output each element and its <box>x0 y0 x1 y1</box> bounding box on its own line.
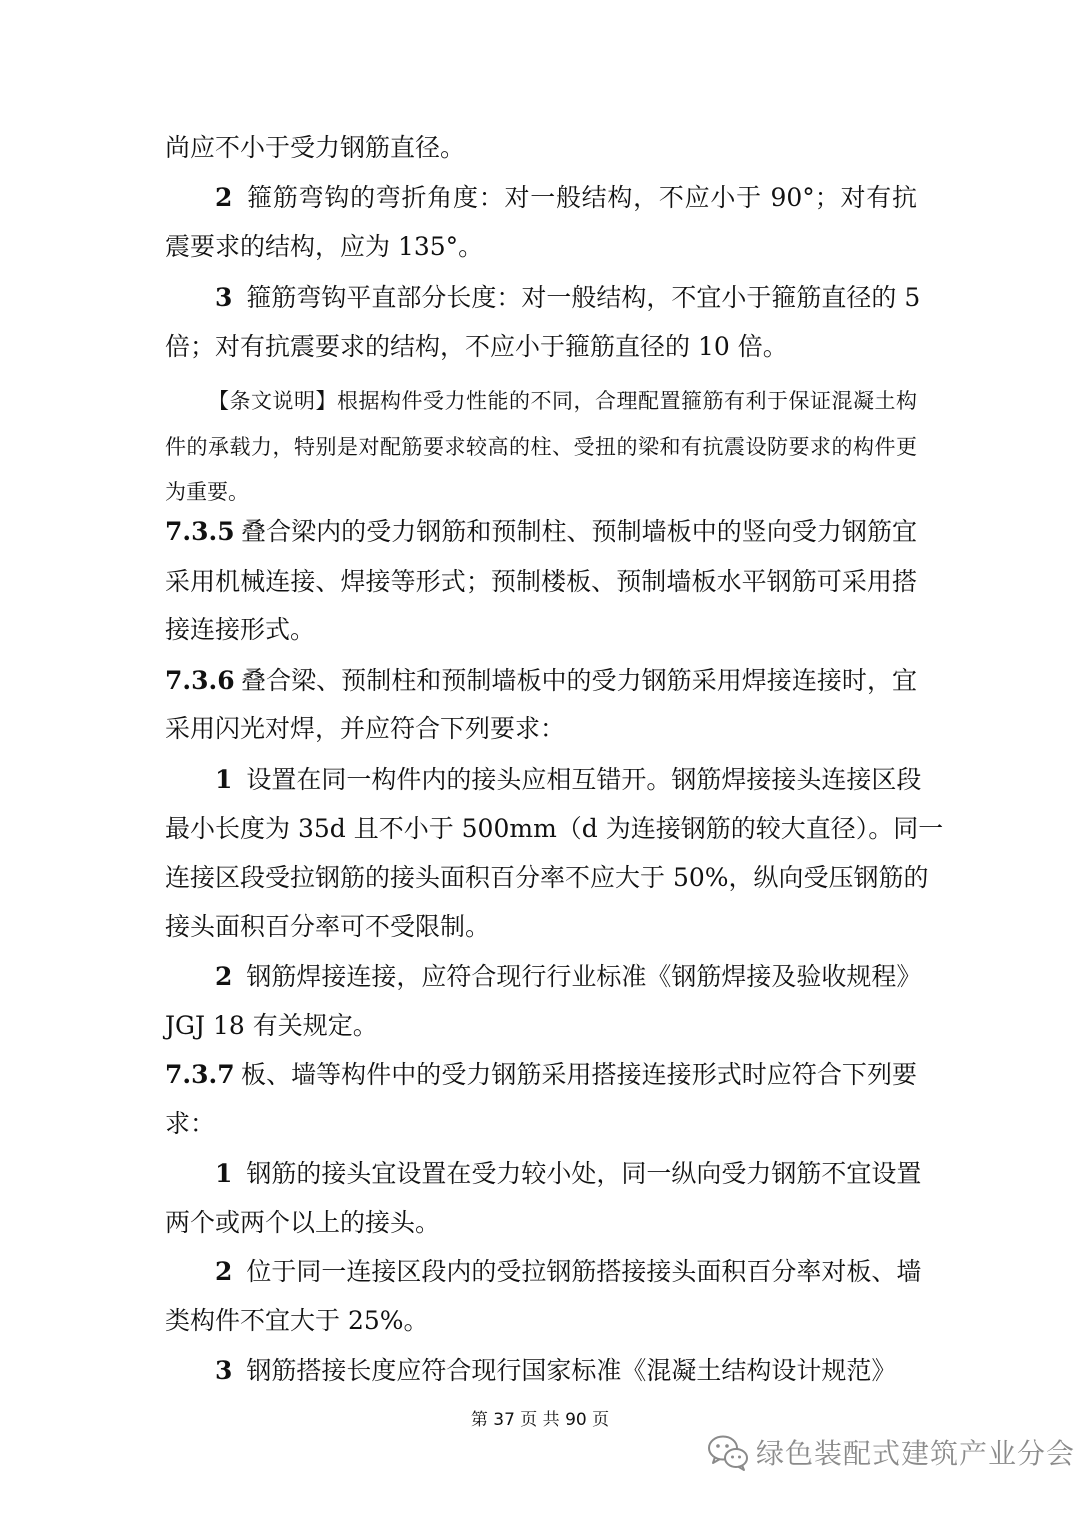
clause-7-3-6: 7.3.6 叠合梁、预制柱和预制墙板中的受力钢筋采用焊接连接时，宜 <box>165 664 917 698</box>
item-number: 1 <box>215 765 233 794</box>
clause-number: 7.3.5 <box>165 517 235 546</box>
paragraph-line: 接头面积百分率可不受限制。 <box>165 912 491 941</box>
clause-7-3-7: 7.3.7 板、墙等构件中的受力钢筋采用搭接连接形式时应符合下列要 <box>165 1058 917 1092</box>
paragraph-line: 尚应不小于受力钢筋直径。 <box>165 133 466 162</box>
watermark <box>706 1430 1075 1474</box>
paragraph-line: 接连接形式。 <box>165 615 316 644</box>
list-item-3: 3 钢筋搭接长度应符合现行国家标准《混凝土结构设计规范》 <box>215 1356 897 1385</box>
clause-number: 7.3.6 <box>165 666 235 695</box>
paragraph-line: 最小长度为 35d 且不小于 500mm（d 为连接钢筋的较大直径）。同一 <box>165 814 944 843</box>
item-number: 1 <box>215 1159 233 1188</box>
list-item-3: 3 箍筋弯钩平直部分长度：对一般结构，不宜小于箍筋直径的 5 <box>215 283 921 312</box>
paragraph-line: 连接区段受拉钢筋的接头面积百分率不应大于 50%，纵向受压钢筋的 <box>165 863 929 892</box>
commentary-line: 【条文说明】根据构件受力性能的不同，合理配置箍筋有利于保证混凝土构 <box>208 389 917 413</box>
list-item-2: 2 位于同一连接区段内的受拉钢筋搭接接头面积百分率对板、墙 <box>215 1257 922 1286</box>
paragraph-line: 求： <box>165 1109 216 1138</box>
page-footer: 第 37 页 共 90 页 <box>470 1410 610 1430</box>
item-number: 2 <box>215 1257 233 1286</box>
paragraph-line: 采用闪光对焊，并应符合下列要求： <box>165 714 566 743</box>
wechat-icon <box>706 1432 750 1472</box>
paragraph-line: 两个或两个以上的接头。 <box>165 1208 441 1237</box>
list-item-2: 2 钢筋焊接连接，应符合现行行业标准《钢筋焊接及验收规程》 <box>215 962 922 991</box>
paragraph-line: 采用机械连接、焊接等形式；预制楼板、预制墙板水平钢筋可采用搭 <box>165 567 917 596</box>
watermark-text: 绿色装配式建筑产业分会 <box>756 1437 1076 1470</box>
clause-7-3-5: 7.3.5 叠合梁内的受力钢筋和预制柱、预制墙板中的竖向受力钢筋宜 <box>165 515 917 549</box>
item-number: 3 <box>215 1356 233 1385</box>
item-number: 3 <box>215 283 233 312</box>
paragraph-line: JGJ 18 有关规定。 <box>165 1011 378 1040</box>
list-item-1: 1 钢筋的接头宜设置在受力较小处，同一纵向受力钢筋不宜设置 <box>215 1159 922 1188</box>
paragraph-line: 类构件不宜大于 25%。 <box>165 1306 429 1335</box>
list-item-2: 2 箍筋弯钩的弯折角度：对一般结构，不应小于 90°；对有抗 <box>215 183 917 212</box>
paragraph-line: 倍；对有抗震要求的结构，不应小于箍筋直径的 10 倍。 <box>165 332 788 361</box>
item-number: 2 <box>215 962 233 991</box>
commentary-line: 件的承载力，特别是对配筋要求较高的柱、受扭的梁和有抗震设防要求的构件更 <box>165 435 917 459</box>
clause-number: 7.3.7 <box>165 1060 235 1089</box>
list-item-1: 1 设置在同一构件内的接头应相互错开。钢筋焊接接头连接区段 <box>215 765 922 794</box>
commentary-line: 为重要。 <box>165 480 249 504</box>
item-number: 2 <box>215 183 233 212</box>
paragraph-line: 震要求的结构，应为 135°。 <box>165 232 484 261</box>
